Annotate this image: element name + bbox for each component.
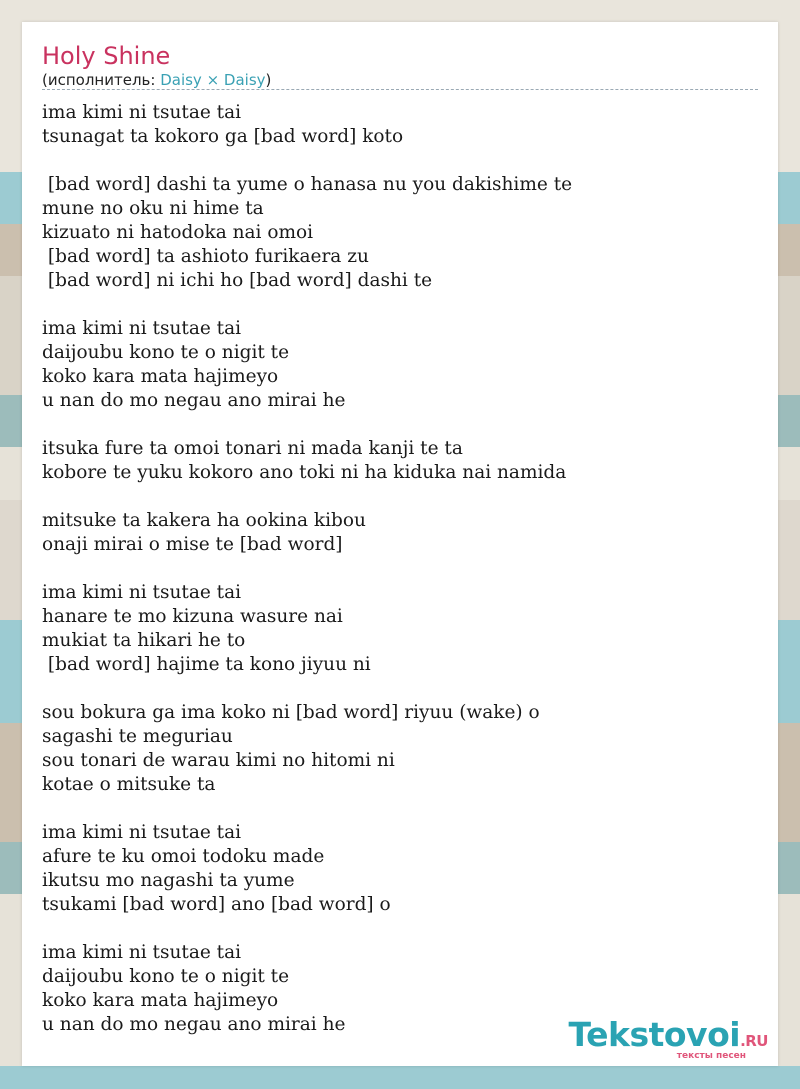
lyric-blank-line (42, 413, 758, 437)
lyric-line: kobore te yuku kokoro ano toki ni ha kiduka nai namida (42, 462, 567, 483)
lyric-line: kizuato ni hatodoka nai omoi (42, 222, 314, 243)
lyric-line: afure te ku omoi todoku made (42, 846, 325, 867)
lyric-blank-line (42, 149, 758, 173)
lyric-blank-line (42, 917, 758, 941)
lyric-line: ima kimi ni tsutae tai (42, 318, 242, 339)
lyric-line: hanare te mo kizuna wasure nai (42, 606, 343, 627)
lyric-line: tsunagat ta kokoro ga [bad word] koto (42, 126, 404, 147)
lyric-line: tsukami [bad word] ano [bad word] o (42, 894, 391, 915)
lyric-line: sou bokura ga ima koko ni [bad word] riyuu (wake) o (42, 702, 540, 723)
lyric-line: ima kimi ni tsutae tai (42, 582, 242, 603)
artist-link[interactable]: Daisy × Daisy (160, 71, 266, 89)
lyric-blank-line (42, 557, 758, 581)
lyrics-card (22, 22, 778, 1066)
lyric-line: mune no oku ni hime ta (42, 198, 264, 219)
song-title: Holy Shine (42, 42, 171, 70)
lyric-line: koko kara mata hajimeyo (42, 366, 279, 387)
lyric-line: ikutsu mo nagashi ta yume (42, 870, 295, 891)
lyric-line: ima kimi ni tsutae tai (42, 102, 242, 123)
artist-suffix: ) (265, 71, 272, 89)
lyric-line: ima kimi ni tsutae tai (42, 822, 242, 843)
lyric-blank-line (42, 293, 758, 317)
lyric-line: [bad word] dashi ta yume o hanasa nu you dakishime te (42, 174, 573, 195)
site-logo[interactable] (558, 1015, 768, 1062)
lyric-line: mukiat ta hikari he to (42, 630, 246, 651)
lyric-line: kotae o mitsuke ta (42, 774, 216, 795)
artist-line (42, 71, 271, 89)
lyric-blank-line (42, 797, 758, 821)
lyric-line: mitsuke ta kakera ha ookina kibou (42, 510, 366, 531)
title-divider (42, 89, 758, 90)
lyric-line: u nan do mo negau ano mirai he (42, 390, 346, 411)
lyric-blank-line (42, 677, 758, 701)
lyrics-text (42, 101, 758, 1037)
lyric-line: daijoubu kono te o nigit te (42, 342, 290, 363)
lyric-line: itsuka fure ta omoi tonari ni mada kanji te ta (42, 438, 463, 459)
lyric-line: sagashi te meguriau (42, 726, 233, 747)
artist-prefix: (исполнитель: (42, 71, 161, 89)
lyric-line: ima kimi ni tsutae tai (42, 942, 242, 963)
lyric-line: koko kara mata hajimeyo (42, 990, 279, 1011)
lyric-line: [bad word] ni ichi ho [bad word] dashi te (42, 270, 433, 291)
lyric-line: sou tonari de warau kimi no hitomi ni (42, 750, 395, 771)
logo-tld: .RU (740, 1032, 768, 1050)
lyric-line: daijoubu kono te o nigit te (42, 966, 290, 987)
logo-name: Tekstovoi (568, 1015, 741, 1054)
logo-tagline: тексты песен (676, 1051, 746, 1061)
lyric-line: [bad word] ta ashioto furikaera zu (42, 246, 369, 267)
lyric-line: onaji mirai o mise te [bad word] (42, 534, 343, 555)
lyric-line: u nan do mo negau ano mirai he (42, 1014, 346, 1035)
lyric-line: [bad word] hajime ta kono jiyuu ni (42, 654, 371, 675)
lyric-blank-line (42, 485, 758, 509)
